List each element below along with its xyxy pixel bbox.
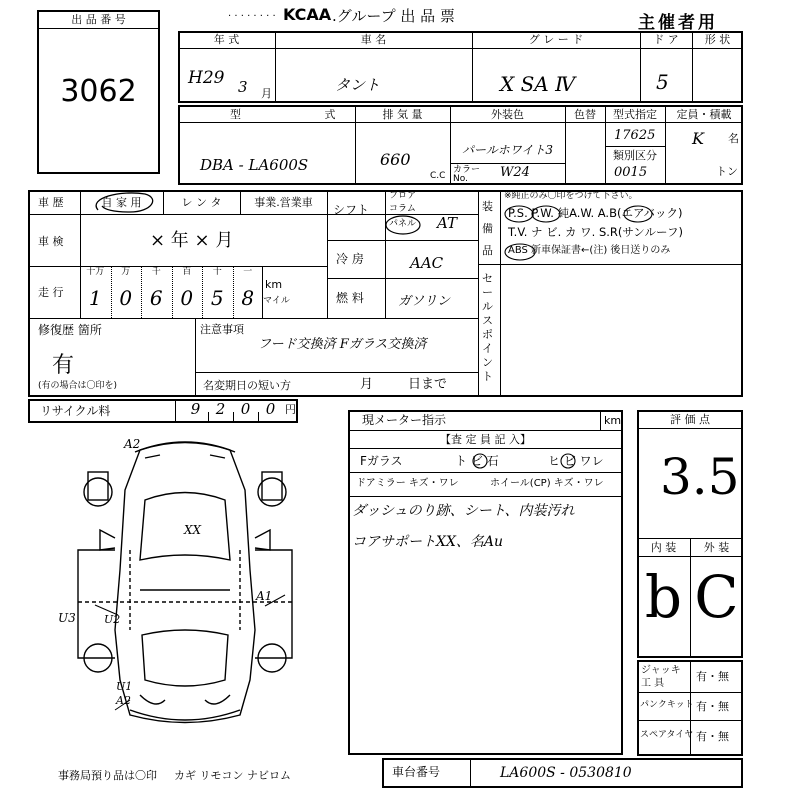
- door-mirror-label: ドアミラー キズ・ワレ: [356, 478, 459, 489]
- recycle-label: リサイクル料: [40, 404, 111, 418]
- inspector-comment-1: ダッシュのり跡、シート、内装汚れ: [352, 503, 575, 519]
- mileage-digit: 6: [149, 286, 163, 310]
- mileage-digit-header: 十万: [86, 267, 105, 277]
- diagram-u3: U3: [58, 611, 76, 625]
- mileage-digit-header: 千: [151, 267, 161, 277]
- equipment-label: 装 備 品: [482, 200, 493, 257]
- wheel-label: ホイール(CP) キズ・ワレ: [490, 478, 604, 489]
- year-label: 年 式: [213, 33, 240, 46]
- name-change-day: 日まで: [408, 377, 448, 392]
- exterior-color-value: パールホワイト3: [462, 143, 554, 157]
- equipment-line3: ABS 新車保証書←(注) 後日送りのみ: [508, 245, 671, 256]
- inspector-header: 【査 定 員 記 入】: [440, 433, 531, 446]
- class-label: 類別区分: [613, 149, 657, 162]
- repair-note: (有の場合は〇印を): [38, 381, 118, 391]
- inspection-label: 車 検: [38, 235, 64, 248]
- fglass-label: Fガラス: [360, 454, 403, 468]
- car-name-value: タント: [335, 76, 381, 94]
- door-label: ド ア: [653, 33, 679, 46]
- grade-label: グ レ ー ド: [528, 33, 584, 46]
- door-value: 5: [656, 70, 669, 94]
- tobi-label: ト ビ 石: [455, 454, 499, 468]
- model-label: 型 式: [230, 108, 376, 121]
- meter-unit: km: [604, 414, 622, 427]
- chassis-number: LA600S - 0530810: [500, 765, 632, 781]
- mileage-digit-header: 万: [121, 267, 131, 277]
- displacement-value: 660: [380, 150, 411, 169]
- kcaa-logo: KCAA: [283, 5, 332, 24]
- diagram-a1: A1: [256, 589, 273, 603]
- car-name-label: 車 名: [360, 33, 387, 46]
- rating-score: 3.5: [660, 448, 740, 506]
- organizer-copy-label: 主催者用: [638, 13, 718, 33]
- recycle-unit: 円: [285, 403, 296, 416]
- grade-value: X SA Ⅳ: [500, 72, 576, 96]
- puncture-kit-label: パンクキット: [640, 700, 694, 710]
- inspection-value: × 年 × 月: [150, 230, 234, 251]
- year-value: H29: [188, 68, 225, 88]
- displacement-unit: C.C: [430, 171, 446, 181]
- history-rental: レ ン タ: [181, 196, 222, 209]
- mileage-digit-header: 百: [182, 267, 192, 277]
- equipment-line2: T.V. ナ ビ. カ ワ. S.R(サンルーフ): [508, 225, 683, 239]
- mileage-unit-mile: マイル: [263, 296, 290, 306]
- mileage-digit: 8: [241, 286, 255, 310]
- meter-label: 現メーター指示: [362, 413, 447, 427]
- panel-circle-mark: [383, 214, 423, 236]
- recycle-digit: 0: [265, 400, 276, 418]
- chassis-label: 車台番号: [392, 765, 441, 779]
- shift-column: コラム: [389, 204, 416, 214]
- private-circle-mark: [90, 190, 160, 216]
- car-damage-diagram: [60, 430, 330, 750]
- form-title: .グループ 出 品 票: [332, 7, 455, 25]
- recycle-digit: 2: [215, 400, 226, 418]
- hibi-label: ヒ ビ ワレ: [548, 454, 604, 468]
- capacity-unit: 名: [728, 132, 739, 145]
- recycle-digit: 0: [240, 400, 251, 418]
- exterior-label: 外 装: [703, 541, 730, 554]
- puncture-kit-choice: 有・無: [696, 700, 729, 713]
- repair-label: 修復歴 箇所: [38, 323, 102, 337]
- diagram-xx: XX: [184, 523, 202, 537]
- jack-choice: 有・無: [696, 670, 729, 683]
- month-unit: 月: [261, 87, 272, 100]
- interior-grade: b: [644, 563, 683, 631]
- lot-number-label: 出 品 番 号: [71, 13, 126, 26]
- color-number-label: カラー No.: [453, 165, 481, 184]
- shift-floor: フロア: [389, 191, 417, 201]
- ac-label: 冷 房: [336, 252, 364, 266]
- month-value: 3: [238, 78, 248, 96]
- type-designation-label: 型式指定: [613, 108, 657, 121]
- name-change-label: 名変期日の短い方: [203, 379, 291, 392]
- notes-value: フード交換済 Fガラス交換済: [258, 337, 427, 352]
- mileage-digit: 5: [210, 286, 224, 310]
- diagram-u1-a2: U1 A2: [116, 680, 133, 707]
- repair-value: 有: [52, 353, 75, 378]
- capacity-value: K: [692, 129, 704, 148]
- shift-panel: パネル: [389, 219, 417, 229]
- office-note: 事務局預り品は〇印: [58, 769, 157, 782]
- mileage-digit-header: 一: [243, 267, 253, 277]
- equipment-circle-marks: [500, 200, 700, 264]
- shift-value: AT: [437, 214, 458, 232]
- mileage-digit: 1: [88, 286, 102, 310]
- class-value: 0015: [614, 165, 648, 180]
- type-designation-value: 17625: [614, 128, 656, 143]
- ac-value: AAC: [410, 254, 444, 272]
- displacement-label: 排 気 量: [382, 108, 423, 121]
- rating-label: 評 価 点: [670, 413, 710, 426]
- ton-unit: トン: [716, 165, 738, 178]
- color-label: 外装色: [491, 108, 524, 121]
- top-dots: · · · · · · · ·: [228, 11, 276, 22]
- spare-tire-choice: 有・無: [696, 730, 729, 743]
- history-business: 事業.営業車: [254, 196, 313, 209]
- exterior-grade: C: [694, 563, 739, 631]
- mileage-digit-header: 十: [212, 267, 222, 277]
- diagram-u2: U2: [104, 613, 121, 626]
- jack-label: ジャッキ 工 具: [641, 665, 681, 689]
- recycle-digit: 9: [190, 400, 201, 418]
- office-items: カギ リモコン ナビロム: [174, 769, 291, 782]
- shape-label: 形 状: [704, 33, 731, 46]
- history-private: 自 家 用: [101, 196, 142, 209]
- color-swap-label: 色替: [574, 108, 596, 121]
- shift-label: シフト: [333, 203, 370, 217]
- mileage-digit: 0: [119, 286, 133, 310]
- capacity-label: 定員・積載: [676, 108, 732, 121]
- glass-circle-marks: [470, 450, 590, 472]
- notes-label: 注意事項: [200, 323, 244, 336]
- mileage-unit-km: km: [265, 278, 283, 291]
- color-number-value: W24: [500, 165, 530, 180]
- model-value: DBA - LA600S: [200, 156, 309, 174]
- equipment-note: ※純正のみ〇印をつけて下さい。: [504, 191, 638, 201]
- history-label: 車 歴: [38, 196, 64, 209]
- sales-point-label: セールスポイント: [482, 272, 493, 383]
- mileage-digit: 0: [180, 286, 194, 310]
- spare-tire-label: スペアタイヤ: [640, 730, 694, 740]
- inspector-comment-2: コアサポートXX、名Au: [352, 534, 504, 550]
- fuel-value: ガソリン: [398, 294, 451, 309]
- equipment-line1: P.S. P.W. 純A.W. A.B(エアバック): [508, 206, 683, 220]
- lot-number: 3062: [60, 74, 137, 109]
- name-change-month: 月: [360, 377, 374, 392]
- mileage-label: 走 行: [38, 286, 64, 299]
- fuel-label: 燃 料: [336, 291, 364, 305]
- interior-label: 内 装: [650, 541, 677, 554]
- diagram-a2-top: A2: [124, 437, 141, 451]
